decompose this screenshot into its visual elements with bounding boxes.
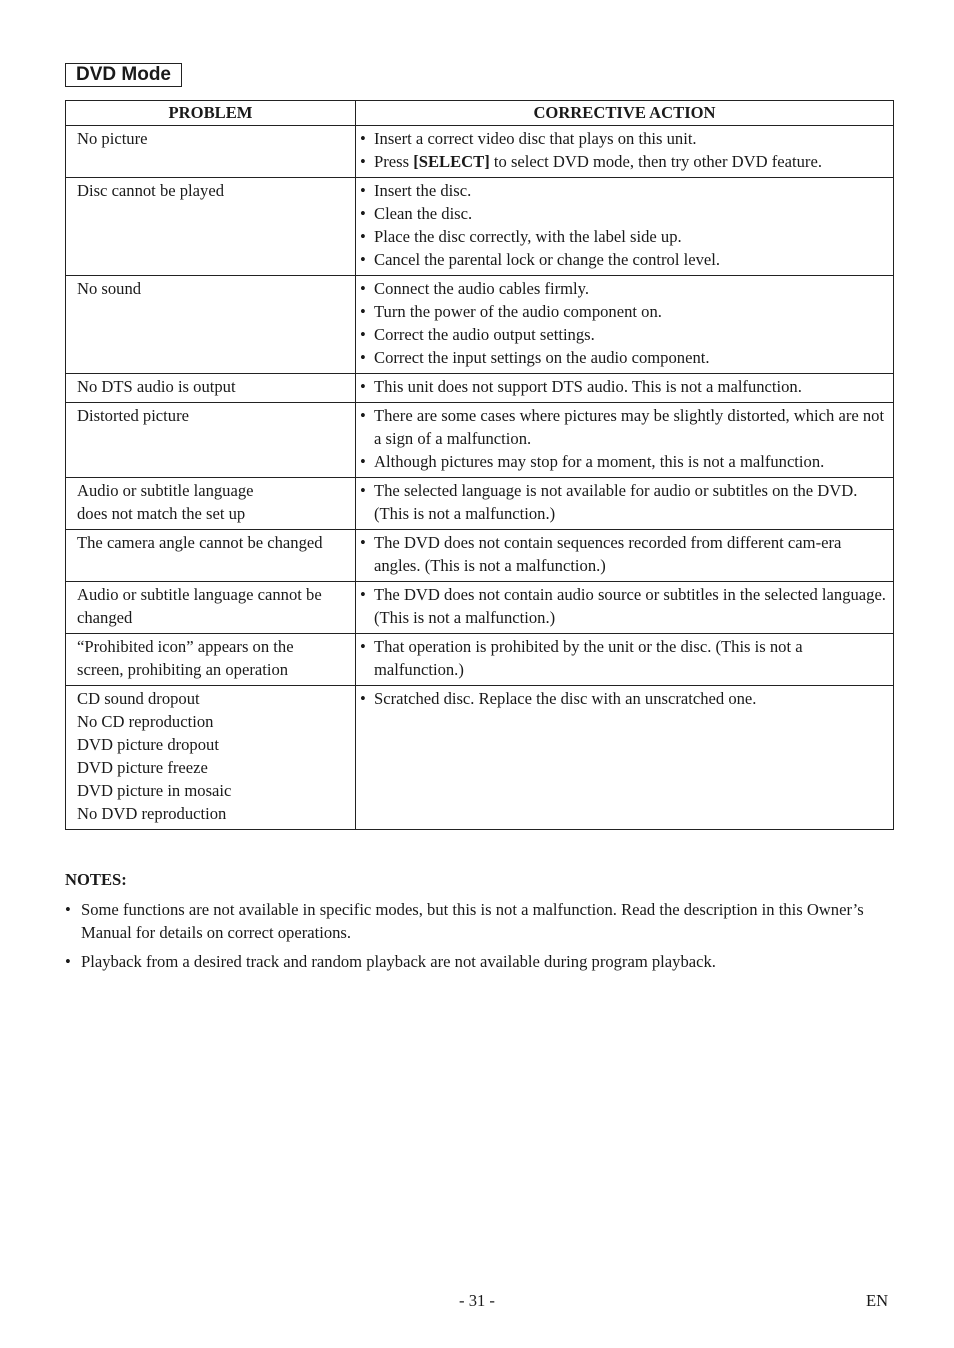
note-text: Some functions are not available in specific modes, but this is not a malfunction. Read the description in this Owner’s Manual for details on correct operations. xyxy=(81,900,864,942)
problem-cell xyxy=(66,530,356,582)
corrective-action-cell xyxy=(356,530,894,582)
bullet-icon: • xyxy=(360,452,366,471)
problem-text: changed xyxy=(77,608,133,627)
corrective-action-cell xyxy=(356,126,894,178)
action-text: to select DVD mode, then try other DVD feature. xyxy=(489,152,822,171)
action-item xyxy=(360,150,889,173)
action-item xyxy=(360,450,889,473)
table-row xyxy=(66,403,894,478)
bullet-icon: • xyxy=(360,533,366,552)
notes-title: NOTES: xyxy=(65,870,127,889)
bullet-icon: • xyxy=(360,585,366,604)
bullet-icon: • xyxy=(65,952,71,971)
corrective-action-cell xyxy=(356,582,894,634)
problem-cell xyxy=(66,478,356,530)
problem-cell xyxy=(66,276,356,374)
section-title: DVD Mode xyxy=(65,63,182,87)
note-item xyxy=(65,898,865,944)
bullet-icon: • xyxy=(360,637,366,656)
action-text: Turn the power of the audio component on. xyxy=(374,302,662,321)
problem-text: No sound xyxy=(77,279,142,298)
action-text: Insert a correct video disc that plays on this unit. xyxy=(374,129,697,148)
problem-text: No CD reproduction xyxy=(77,712,214,731)
problem-cell xyxy=(66,126,356,178)
problem-text: Audio or subtitle language cannot be xyxy=(77,585,322,604)
problem-text: Audio or subtitle language xyxy=(77,481,254,500)
action-item xyxy=(360,248,889,271)
action-text: There are some cases where pictures may be slightly distorted, which are not a sign of a malfunction. xyxy=(374,406,885,448)
bullet-icon: • xyxy=(360,227,366,246)
problem-text: CD sound dropout xyxy=(77,689,200,708)
action-text: The selected language is not available for audio or subtitles on the DVD. (This is not a malfunction.) xyxy=(374,481,858,523)
problem-text: DVD picture dropout xyxy=(77,735,219,754)
table-header-row xyxy=(66,101,894,126)
problem-cell xyxy=(66,634,356,686)
table-row xyxy=(66,582,894,634)
table-row xyxy=(66,530,894,582)
problem-cell xyxy=(66,374,356,403)
note-item xyxy=(65,950,865,973)
action-text: The DVD does not contain audio source or subtitles in the selected language. (This is not a malfunction.) xyxy=(374,585,886,627)
bullet-icon: • xyxy=(360,302,366,321)
problem-cell xyxy=(66,686,356,830)
bullet-icon: • xyxy=(360,181,366,200)
action-item xyxy=(360,404,889,450)
table-row xyxy=(66,178,894,276)
action-text: Press xyxy=(374,152,414,171)
bullet-icon: • xyxy=(360,481,366,500)
corrective-action-cell xyxy=(356,478,894,530)
action-item xyxy=(360,375,889,398)
problem-cell xyxy=(66,403,356,478)
problem-text: DVD picture in mosaic xyxy=(77,781,232,800)
problem-text: screen, prohibiting an operation xyxy=(77,660,289,679)
problem-text: “Prohibited icon” appears on the xyxy=(77,637,294,656)
problem-text: No DVD reproduction xyxy=(77,804,227,823)
problem-text: No picture xyxy=(77,129,148,148)
problem-text: DVD picture freeze xyxy=(77,758,208,777)
action-text: That operation is prohibited by the unit or the disc. (This is not a malfunction.) xyxy=(374,637,803,679)
action-item xyxy=(360,300,889,323)
bullet-icon: • xyxy=(360,152,366,171)
select-key-label: [SELECT] xyxy=(413,152,490,171)
note-text: Playback from a desired track and random playback are not available during program playback. xyxy=(81,952,716,971)
table-row xyxy=(66,126,894,178)
table-row xyxy=(66,276,894,374)
corrective-action-cell xyxy=(356,374,894,403)
action-item xyxy=(360,531,889,577)
action-item xyxy=(360,225,889,248)
action-item xyxy=(360,479,889,525)
action-text: This unit does not support DTS audio. This is not a malfunction. xyxy=(374,377,802,396)
action-item xyxy=(360,323,889,346)
problem-text: does not match the set up xyxy=(77,504,246,523)
bullet-icon: • xyxy=(360,129,366,148)
corrective-action-cell xyxy=(356,634,894,686)
table-row xyxy=(66,478,894,530)
bullet-icon: • xyxy=(360,689,366,708)
action-text: Insert the disc. xyxy=(374,181,472,200)
problem-text: No DTS audio is output xyxy=(77,377,236,396)
problem-header: PROBLEM xyxy=(66,101,356,126)
action-text: Scratched disc. Replace the disc with an unscratched one. xyxy=(374,689,757,708)
corrective-action-header: CORRECTIVE ACTION xyxy=(356,101,894,126)
action-item xyxy=(360,635,889,681)
action-text: Correct the input settings on the audio component. xyxy=(374,348,710,367)
problem-cell xyxy=(66,582,356,634)
corrective-action-cell xyxy=(356,403,894,478)
bullet-icon: • xyxy=(360,250,366,269)
corrective-action-cell xyxy=(356,178,894,276)
action-item xyxy=(360,179,889,202)
table-row xyxy=(66,634,894,686)
bullet-icon: • xyxy=(65,900,71,919)
action-item xyxy=(360,127,889,150)
bullet-icon: • xyxy=(360,348,366,367)
action-text: Although pictures may stop for a moment, this is not a malfunction. xyxy=(374,452,825,471)
notes-list xyxy=(65,898,865,979)
action-item xyxy=(360,277,889,300)
problem-text: The camera angle cannot be changed xyxy=(77,533,323,552)
problem-cell xyxy=(66,178,356,276)
bullet-icon: • xyxy=(360,406,366,425)
action-item xyxy=(360,346,889,369)
action-text: Connect the audio cables firmly. xyxy=(374,279,590,298)
action-text: Clean the disc. xyxy=(374,204,473,223)
language-code: EN xyxy=(866,1291,889,1310)
action-item xyxy=(360,202,889,225)
troubleshooting-table xyxy=(65,100,894,830)
action-item xyxy=(360,583,889,629)
table-body xyxy=(66,126,894,830)
action-text: Place the disc correctly, with the label side up. xyxy=(374,227,682,246)
table-row xyxy=(66,374,894,403)
corrective-action-cell xyxy=(356,686,894,830)
bullet-icon: • xyxy=(360,377,366,396)
problem-text: Disc cannot be played xyxy=(77,181,224,200)
problem-text: Distorted picture xyxy=(77,406,189,425)
action-text: The DVD does not contain sequences recorded from different cam-era angles. (This is not a malfunction.) xyxy=(374,533,842,575)
action-item xyxy=(360,687,889,710)
action-text: Correct the audio output settings. xyxy=(374,325,595,344)
page-number: - 31 - xyxy=(459,1291,495,1310)
bullet-icon: • xyxy=(360,279,366,298)
bullet-icon: • xyxy=(360,204,366,223)
corrective-action-cell xyxy=(356,276,894,374)
table-row xyxy=(66,686,894,830)
action-text: Cancel the parental lock or change the control level. xyxy=(374,250,721,269)
bullet-icon: • xyxy=(360,325,366,344)
